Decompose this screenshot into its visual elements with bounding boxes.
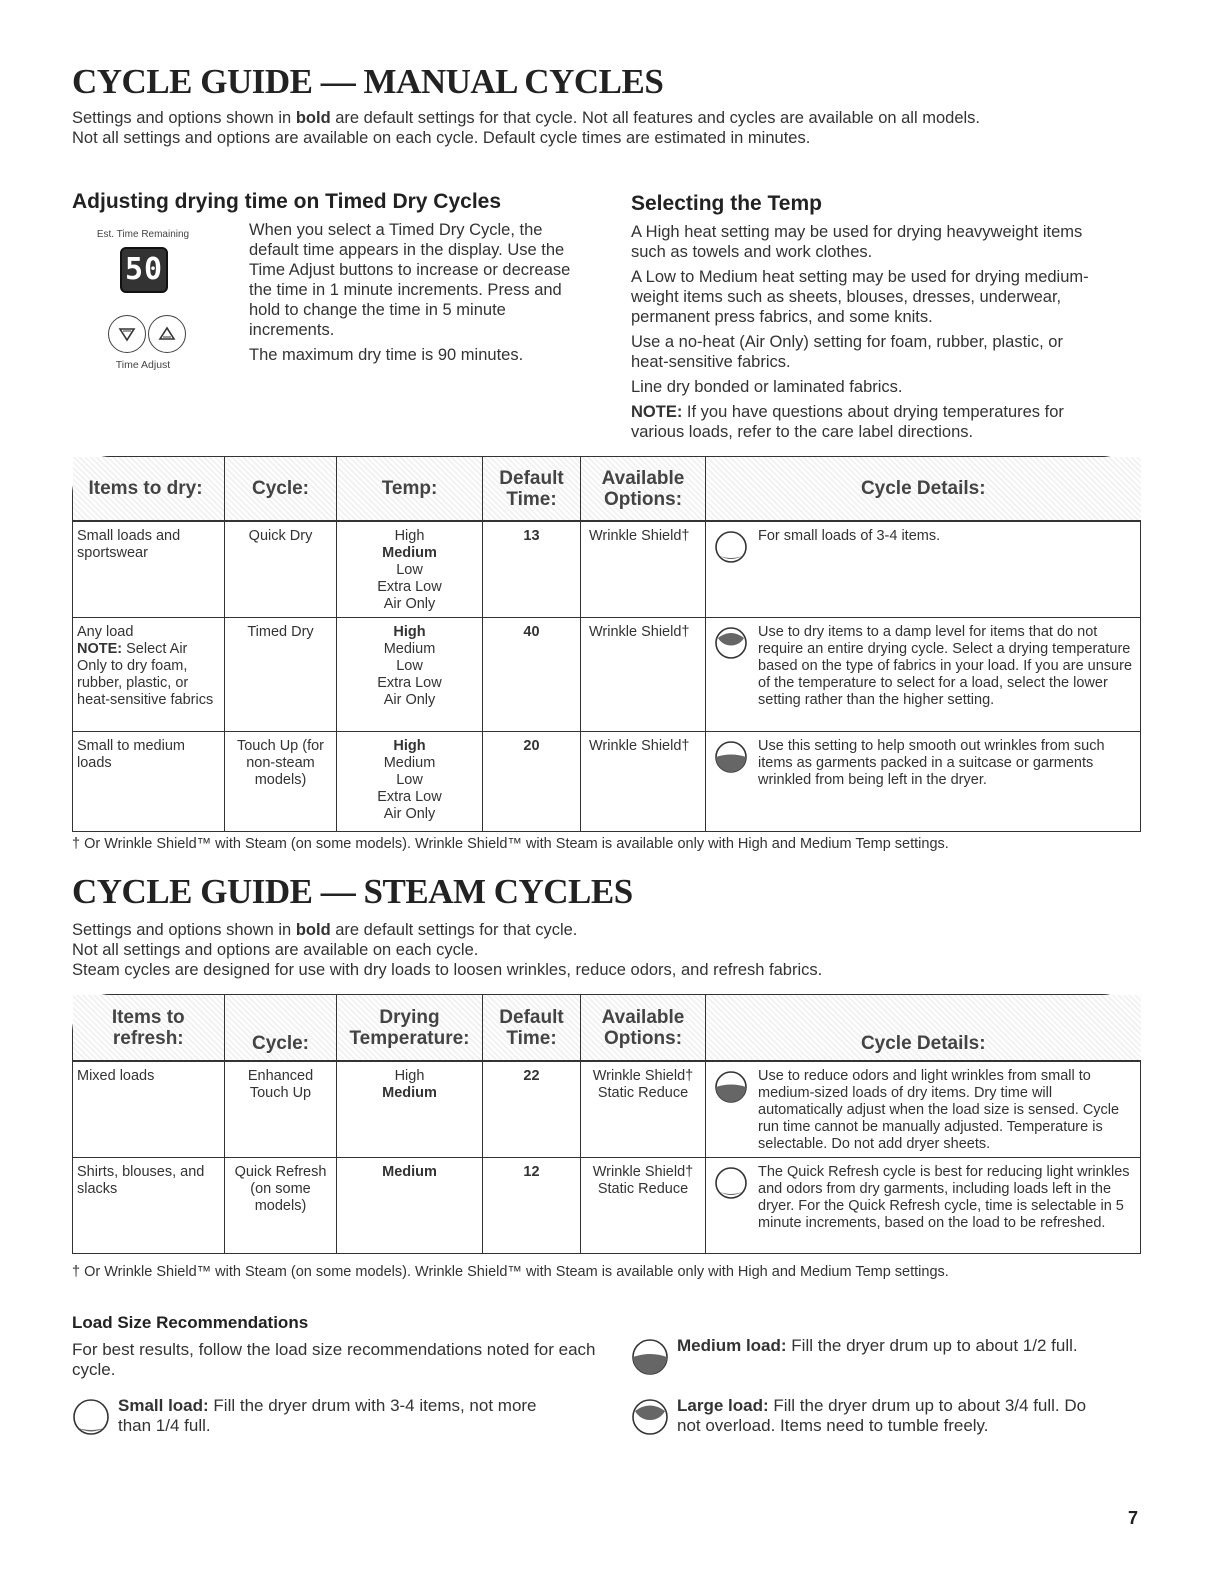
time-display-widget (78, 227, 208, 377)
header-cycle: Cycle: (225, 995, 337, 1061)
table-row (73, 1157, 1141, 1253)
time-down-button[interactable] (108, 315, 146, 353)
temp-option: Air Only (383, 596, 436, 612)
lcd-digits: 50 (124, 252, 164, 287)
small-load-desc: Fill the dryer drum with 3-4 items, not more than 1/4 full. (118, 1396, 537, 1435)
manual-intro (72, 108, 1152, 148)
medium-load-item (631, 1336, 1151, 1376)
row-items-text: Any load (77, 623, 134, 640)
temp-option-default: High (393, 623, 426, 640)
temp-option-default: Medium (382, 545, 437, 561)
row-default-time: 20 (483, 731, 581, 831)
medium-load-icon (714, 1070, 748, 1104)
adjusting-heading: Adjusting drying time on Timed Dry Cycles (72, 190, 502, 213)
row-default-time: 40 (483, 617, 581, 731)
row-temps (337, 521, 483, 617)
table-header-row (73, 457, 1141, 521)
row-items: Small to medium loads (73, 731, 225, 831)
header-details: Cycle Details: (706, 457, 1141, 521)
medium-load-desc: Fill the dryer drum up to about 1/2 full. (786, 1336, 1078, 1355)
header-details: Cycle Details: (706, 995, 1141, 1061)
table-row (73, 617, 1141, 731)
row-details-text: Use to dry items to a damp level for items that do not require an entire drying cycle. Select a drying temperature based on the type of fabrics in your load. If you are unsure of the temperature to select for a load, select the lower setting rather than the higher setting. (758, 623, 1133, 708)
header-options: Available Options: (581, 457, 706, 521)
page-number: 7 (1128, 1508, 1139, 1528)
small-load-text (118, 1396, 538, 1436)
temp-option: High (394, 1068, 425, 1084)
adjusting-text (249, 220, 579, 370)
large-load-icon (714, 626, 748, 660)
row-options: Wrinkle Shield† (581, 731, 706, 831)
row-options: Wrinkle Shield† (581, 617, 706, 731)
selecting-text (631, 222, 1101, 447)
selecting-note-label: NOTE: (631, 403, 683, 421)
row-items-note-label: NOTE: (77, 640, 123, 657)
medium-load-label: Medium load: (677, 1336, 787, 1355)
header-items: Items to refresh: (73, 995, 225, 1061)
selecting-para3: Use a no-heat (Air Only) setting for foam, rubber, plastic, or heat-sensitive fabrics. (631, 333, 1063, 371)
row-default-time: 13 (483, 521, 581, 617)
row-items: Shirts, blouses, and slacks (73, 1157, 225, 1253)
row-default-time: 22 (483, 1061, 581, 1157)
row-details-text: Use this setting to help smooth out wrinkles from such items as garments packed in a suitcase or garments wrinkled from being left in the dryer. (758, 737, 1105, 788)
steam-footnote: † Or Wrinkle Shield™ with Steam (on some models). Wrinkle Shield™ with Steam is available only with High and Medium Temp settings. (72, 1264, 949, 1280)
option-item: Wrinkle Shield† (592, 1163, 694, 1180)
option-item: Static Reduce (597, 1180, 689, 1197)
medium-load-icon (714, 740, 748, 774)
steam-intro-bold: bold (295, 921, 331, 939)
temp-option-default: Medium (382, 1163, 437, 1180)
steam-cycles-table (72, 995, 1141, 1254)
row-details (706, 731, 1141, 831)
small-load-icon (714, 530, 748, 564)
table-row (73, 731, 1141, 831)
row-temps (337, 617, 483, 731)
selecting-para1: A High heat setting may be used for drying heavyweight items such as towels and work clothes. (631, 223, 1083, 261)
row-temps (337, 1061, 483, 1157)
medium-load-text (677, 1336, 1147, 1356)
option-item: Static Reduce (597, 1085, 689, 1101)
header-default-time: Default Time: (483, 457, 581, 521)
row-cycle: Quick Dry (225, 521, 337, 617)
time-up-button[interactable] (148, 315, 186, 353)
manual-cycles-title: CYCLE GUIDE — MANUAL CYCLES (72, 62, 664, 101)
steam-intro-text-a: Settings and options shown in (72, 921, 296, 939)
selecting-heading: Selecting the Temp (631, 192, 822, 215)
large-load-item (631, 1396, 1151, 1446)
adjusting-para2: The maximum dry time is 90 minutes. (249, 346, 524, 364)
temp-option: Medium (383, 754, 436, 771)
row-items (73, 617, 225, 731)
header-options: Available Options: (581, 995, 706, 1061)
large-load-desc: Fill the dryer drum up to about 3/4 full. Do not overload. Items need to tumble freely. (677, 1396, 1087, 1435)
temp-option: Extra Low (377, 579, 442, 595)
steam-intro-text-b: are default settings for that cycle. (330, 921, 578, 939)
manual-cycles-table (72, 457, 1141, 832)
row-details (706, 617, 1141, 731)
temp-option: Extra Low (377, 788, 442, 805)
temp-option: Medium (383, 640, 436, 657)
temp-option: Low (396, 771, 423, 788)
row-options (581, 1157, 706, 1253)
row-items: Mixed loads (73, 1061, 225, 1157)
row-items-note-text: Select Air Only to dry foam, rubber, plastic, or heat-sensitive fabrics (77, 640, 214, 708)
table-header-row (73, 995, 1141, 1061)
header-default-time: Default Time: (483, 995, 581, 1061)
header-items: Items to dry: (73, 457, 225, 521)
small-load-label: Small load: (118, 1396, 209, 1415)
lcd-display (120, 247, 168, 293)
row-default-time: 12 (483, 1157, 581, 1253)
adjusting-para1: When you select a Timed Dry Cycle, the default time appears in the display. Use the Time Adjust buttons to increase or decrease the time in 1 minute increments. Press and hold to change the time in 5 minute increments. (249, 221, 571, 339)
large-load-text (677, 1396, 1097, 1436)
large-load-icon (631, 1398, 669, 1436)
small-load-icon (714, 1166, 748, 1200)
manual-intro-bold: bold (295, 109, 331, 127)
row-details (706, 1157, 1141, 1253)
selecting-para4: Line dry bonded or laminated fabrics. (631, 378, 903, 396)
small-load-item (72, 1396, 592, 1446)
header-temp: Temp: (337, 457, 483, 521)
table-row (73, 1061, 1141, 1157)
row-cycle: Timed Dry (225, 617, 337, 731)
row-cycle: Touch Up (for non-steam models) (225, 731, 337, 831)
triangle-up-icon (158, 325, 176, 343)
steam-cycles-title: CYCLE GUIDE — STEAM CYCLES (72, 872, 633, 911)
load-size-intro: For best results, follow the load size recommendations noted for each cycle. (72, 1340, 596, 1379)
small-load-icon (72, 1398, 110, 1436)
manual-intro-text-a: Settings and options shown in (72, 109, 296, 127)
header-cycle: Cycle: (225, 457, 337, 521)
row-details-text: Use to reduce odors and light wrinkles from small to medium-sized loads of dry items. Dry time will automatically adjust when the load size is sensed. Cycle run time cannot be manually adjusted. Temperature is selectable. Do not add dryer sheets. (758, 1068, 1120, 1152)
temp-option-default: Medium (382, 1085, 437, 1101)
row-details-text: For small loads of 3-4 items. (758, 528, 941, 544)
row-details (706, 1061, 1141, 1157)
steam-intro (72, 920, 1152, 980)
selecting-note (631, 402, 1101, 442)
row-cycle: Quick Refresh (on some models) (225, 1157, 337, 1253)
row-details (706, 521, 1141, 617)
temp-option-default: High (393, 737, 426, 754)
manual-intro-text-b: are default settings for that cycle. Not all features and cycles are available on all models. (330, 109, 980, 127)
large-load-label: Large load: (677, 1396, 769, 1415)
steam-intro-line3: Steam cycles are designed for use with dry loads to loosen wrinkles, reduce odors, and refresh fabrics. (72, 961, 823, 979)
temp-option: Air Only (383, 805, 436, 822)
steam-intro-line2: Not all settings and options are available on each cycle. (72, 941, 479, 959)
medium-load-icon (631, 1338, 669, 1376)
row-cycle: Enhanced Touch Up (225, 1061, 337, 1157)
est-time-label: Est. Time Remaining (96, 229, 190, 240)
row-details-text: The Quick Refresh cycle is best for reducing light wrinkles and odors from dry garments, including loads left in the dryer. For the Quick Refresh cycle, time is selectable in 5 minute increments, based on the load to be refreshed. (758, 1163, 1130, 1231)
temp-option: Low (396, 657, 423, 674)
header-drying-temp: Drying Temperature: (337, 995, 483, 1061)
temp-option: High (394, 528, 425, 544)
load-size-heading: Load Size Recommendations (72, 1313, 309, 1332)
row-items: Small loads and sportswear (73, 521, 225, 617)
row-temps (337, 731, 483, 831)
time-adjust-label: Time Adjust (115, 359, 171, 371)
row-options: Wrinkle Shield† (581, 521, 706, 617)
selecting-note-text: If you have questions about drying temperatures for various loads, refer to the care label directions. (631, 403, 1064, 441)
temp-option: Extra Low (377, 674, 442, 691)
row-temps (337, 1157, 483, 1253)
temp-option: Air Only (383, 691, 436, 708)
row-options (581, 1061, 706, 1157)
temp-option: Low (396, 562, 423, 578)
triangle-down-icon (118, 325, 136, 343)
option-item: Wrinkle Shield† (592, 1068, 694, 1084)
manual-intro-line2: Not all settings and options are available on each cycle. Default cycle times are estimated in minutes. (72, 129, 811, 147)
manual-footnote: † Or Wrinkle Shield™ with Steam (on some models). Wrinkle Shield™ with Steam is available only with High and Medium Temp settings. (72, 836, 949, 852)
table-row (73, 521, 1141, 617)
selecting-para2: A Low to Medium heat setting may be used for drying medium-weight items such as sheets, blouses, dresses, underwear, permanent press fabrics, and some knits. (631, 268, 1089, 326)
